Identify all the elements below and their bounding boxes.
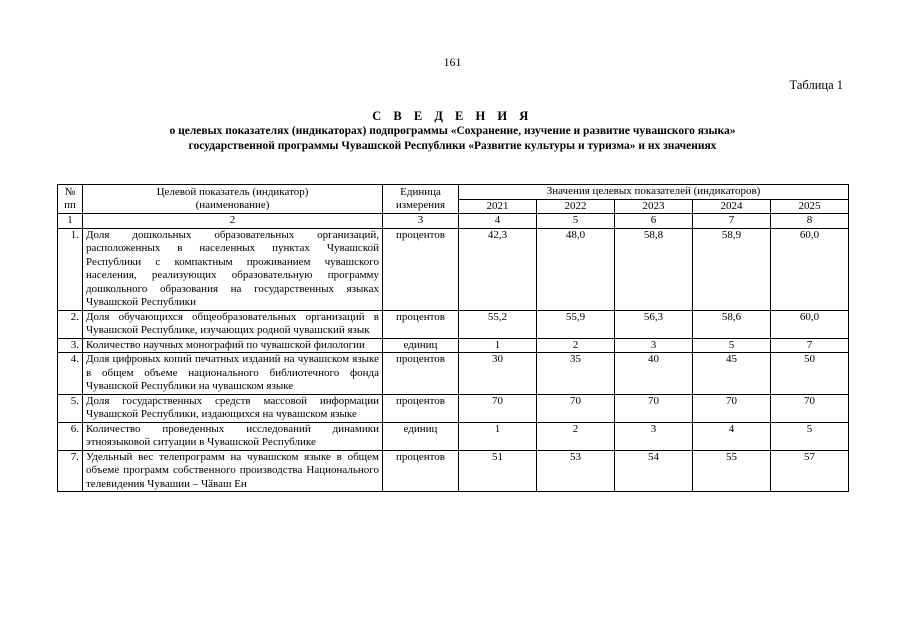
table-row xyxy=(58,353,849,395)
unit-cell: процентов xyxy=(383,228,459,310)
header-year: 2023 xyxy=(615,199,693,214)
indicator-name: Доля дошкольных образовательных организаций, расположенных в населенных пунктах Чувашской Республики с компактным проживанием чувашского населения, реализующих образовательную программу дошкольного образования на государственных языках Чувашской Республики xyxy=(83,228,383,310)
column-number: 5 xyxy=(537,214,615,229)
header-year: 2022 xyxy=(537,199,615,214)
row-number: 4. xyxy=(58,353,83,395)
header-unit-line2: измерения xyxy=(395,199,446,211)
table-row xyxy=(58,228,849,310)
indicator-name: Доля государственных средств массовой информации Чувашской Республики, издающихся на чувашском языке xyxy=(83,394,383,422)
header-indicator xyxy=(83,185,383,214)
value-cell: 42,3 xyxy=(459,228,537,310)
header-indicator-line1: Целевой показатель (индикатор) xyxy=(156,185,309,198)
value-cell: 58,6 xyxy=(693,310,771,338)
heading-title: С В Е Д Е Н И Я xyxy=(372,109,533,123)
header-num xyxy=(58,185,83,214)
header-num-line1: № xyxy=(64,185,76,198)
value-cell: 58,8 xyxy=(615,228,693,310)
value-cell: 55 xyxy=(693,450,771,492)
unit-cell: процентов xyxy=(383,394,459,422)
value-cell: 2 xyxy=(537,422,615,450)
value-cell: 3 xyxy=(615,422,693,450)
indicator-name: Доля цифровых копий печатных изданий на чувашском языке в общем объеме национального библиотечного фонда Чувашской Республики на чувашском языке xyxy=(83,353,383,395)
column-number: 4 xyxy=(459,214,537,229)
column-number: 3 xyxy=(383,214,459,229)
table-row xyxy=(58,394,849,422)
column-number-row xyxy=(58,214,849,229)
value-cell: 35 xyxy=(537,353,615,395)
row-number: 3. xyxy=(58,338,83,353)
header-values-group: Значения целевых показателей (индикаторов) xyxy=(459,185,849,200)
column-number: 2 xyxy=(83,214,383,229)
value-cell: 70 xyxy=(771,394,849,422)
table-row xyxy=(58,450,849,492)
header-unit-line1: Единица xyxy=(400,185,441,198)
header-row-1 xyxy=(58,185,849,200)
header-year: 2025 xyxy=(771,199,849,214)
value-cell: 48,0 xyxy=(537,228,615,310)
row-number: 5. xyxy=(58,394,83,422)
document-heading xyxy=(0,108,905,154)
header-year: 2021 xyxy=(459,199,537,214)
value-cell: 60,0 xyxy=(771,228,849,310)
row-number: 6. xyxy=(58,422,83,450)
value-cell: 53 xyxy=(537,450,615,492)
value-cell: 45 xyxy=(693,353,771,395)
value-cell: 70 xyxy=(615,394,693,422)
unit-cell: единиц xyxy=(383,338,459,353)
value-cell: 30 xyxy=(459,353,537,395)
table-row xyxy=(58,338,849,353)
indicators-table xyxy=(57,184,849,492)
header-num-line2: пп xyxy=(64,199,76,211)
value-cell: 4 xyxy=(693,422,771,450)
unit-cell: единиц xyxy=(383,422,459,450)
value-cell: 50 xyxy=(771,353,849,395)
table-label: Таблица 1 xyxy=(789,78,843,92)
row-number: 7. xyxy=(58,450,83,492)
column-number: 8 xyxy=(771,214,849,229)
indicator-name: Количество научных монографий по чувашской филологии xyxy=(83,338,383,353)
header-indicator-line2: (наименование) xyxy=(195,199,270,211)
value-cell: 57 xyxy=(771,450,849,492)
value-cell: 58,9 xyxy=(693,228,771,310)
unit-cell: процентов xyxy=(383,310,459,338)
table-row xyxy=(58,310,849,338)
value-cell: 60,0 xyxy=(771,310,849,338)
value-cell: 70 xyxy=(537,394,615,422)
indicator-name: Удельный вес телепрограмм на чувашском языке в общем объеме программ собственного производства Национального телевидения Чувашии – Чӑваш Ен xyxy=(83,450,383,492)
value-cell: 70 xyxy=(693,394,771,422)
value-cell: 7 xyxy=(771,338,849,353)
indicator-name: Доля обучающихся общеобразовательных организаций в Чувашской Республике, изучающих родной чувашский язык xyxy=(83,310,383,338)
value-cell: 2 xyxy=(537,338,615,353)
value-cell: 55,2 xyxy=(459,310,537,338)
row-number: 1. xyxy=(58,228,83,310)
value-cell: 51 xyxy=(459,450,537,492)
row-number: 2. xyxy=(58,310,83,338)
value-cell: 5 xyxy=(771,422,849,450)
heading-subtitle: о целевых показателях (индикаторах) подпрограммы «Сохранение, изучение и развитие чувашского языка» xyxy=(169,125,736,137)
heading-subtitle-2: государственной программы Чувашской Республики «Развитие культуры и туризма» и их значениях xyxy=(188,140,717,152)
header-unit xyxy=(383,185,459,214)
value-cell: 56,3 xyxy=(615,310,693,338)
value-cell: 70 xyxy=(459,394,537,422)
value-cell: 54 xyxy=(615,450,693,492)
unit-cell: процентов xyxy=(383,450,459,492)
indicator-name: Количество проведенных исследований динамики этноязыковой ситуации в Чувашской Республике xyxy=(83,422,383,450)
value-cell: 1 xyxy=(459,338,537,353)
header-year: 2024 xyxy=(693,199,771,214)
value-cell: 1 xyxy=(459,422,537,450)
value-cell: 40 xyxy=(615,353,693,395)
value-cell: 5 xyxy=(693,338,771,353)
column-number: 7 xyxy=(693,214,771,229)
value-cell: 55,9 xyxy=(537,310,615,338)
value-cell: 3 xyxy=(615,338,693,353)
column-number: 6 xyxy=(615,214,693,229)
table-row xyxy=(58,422,849,450)
page-number: 161 xyxy=(443,55,462,69)
column-number: 1 xyxy=(58,214,83,229)
unit-cell: процентов xyxy=(383,353,459,395)
